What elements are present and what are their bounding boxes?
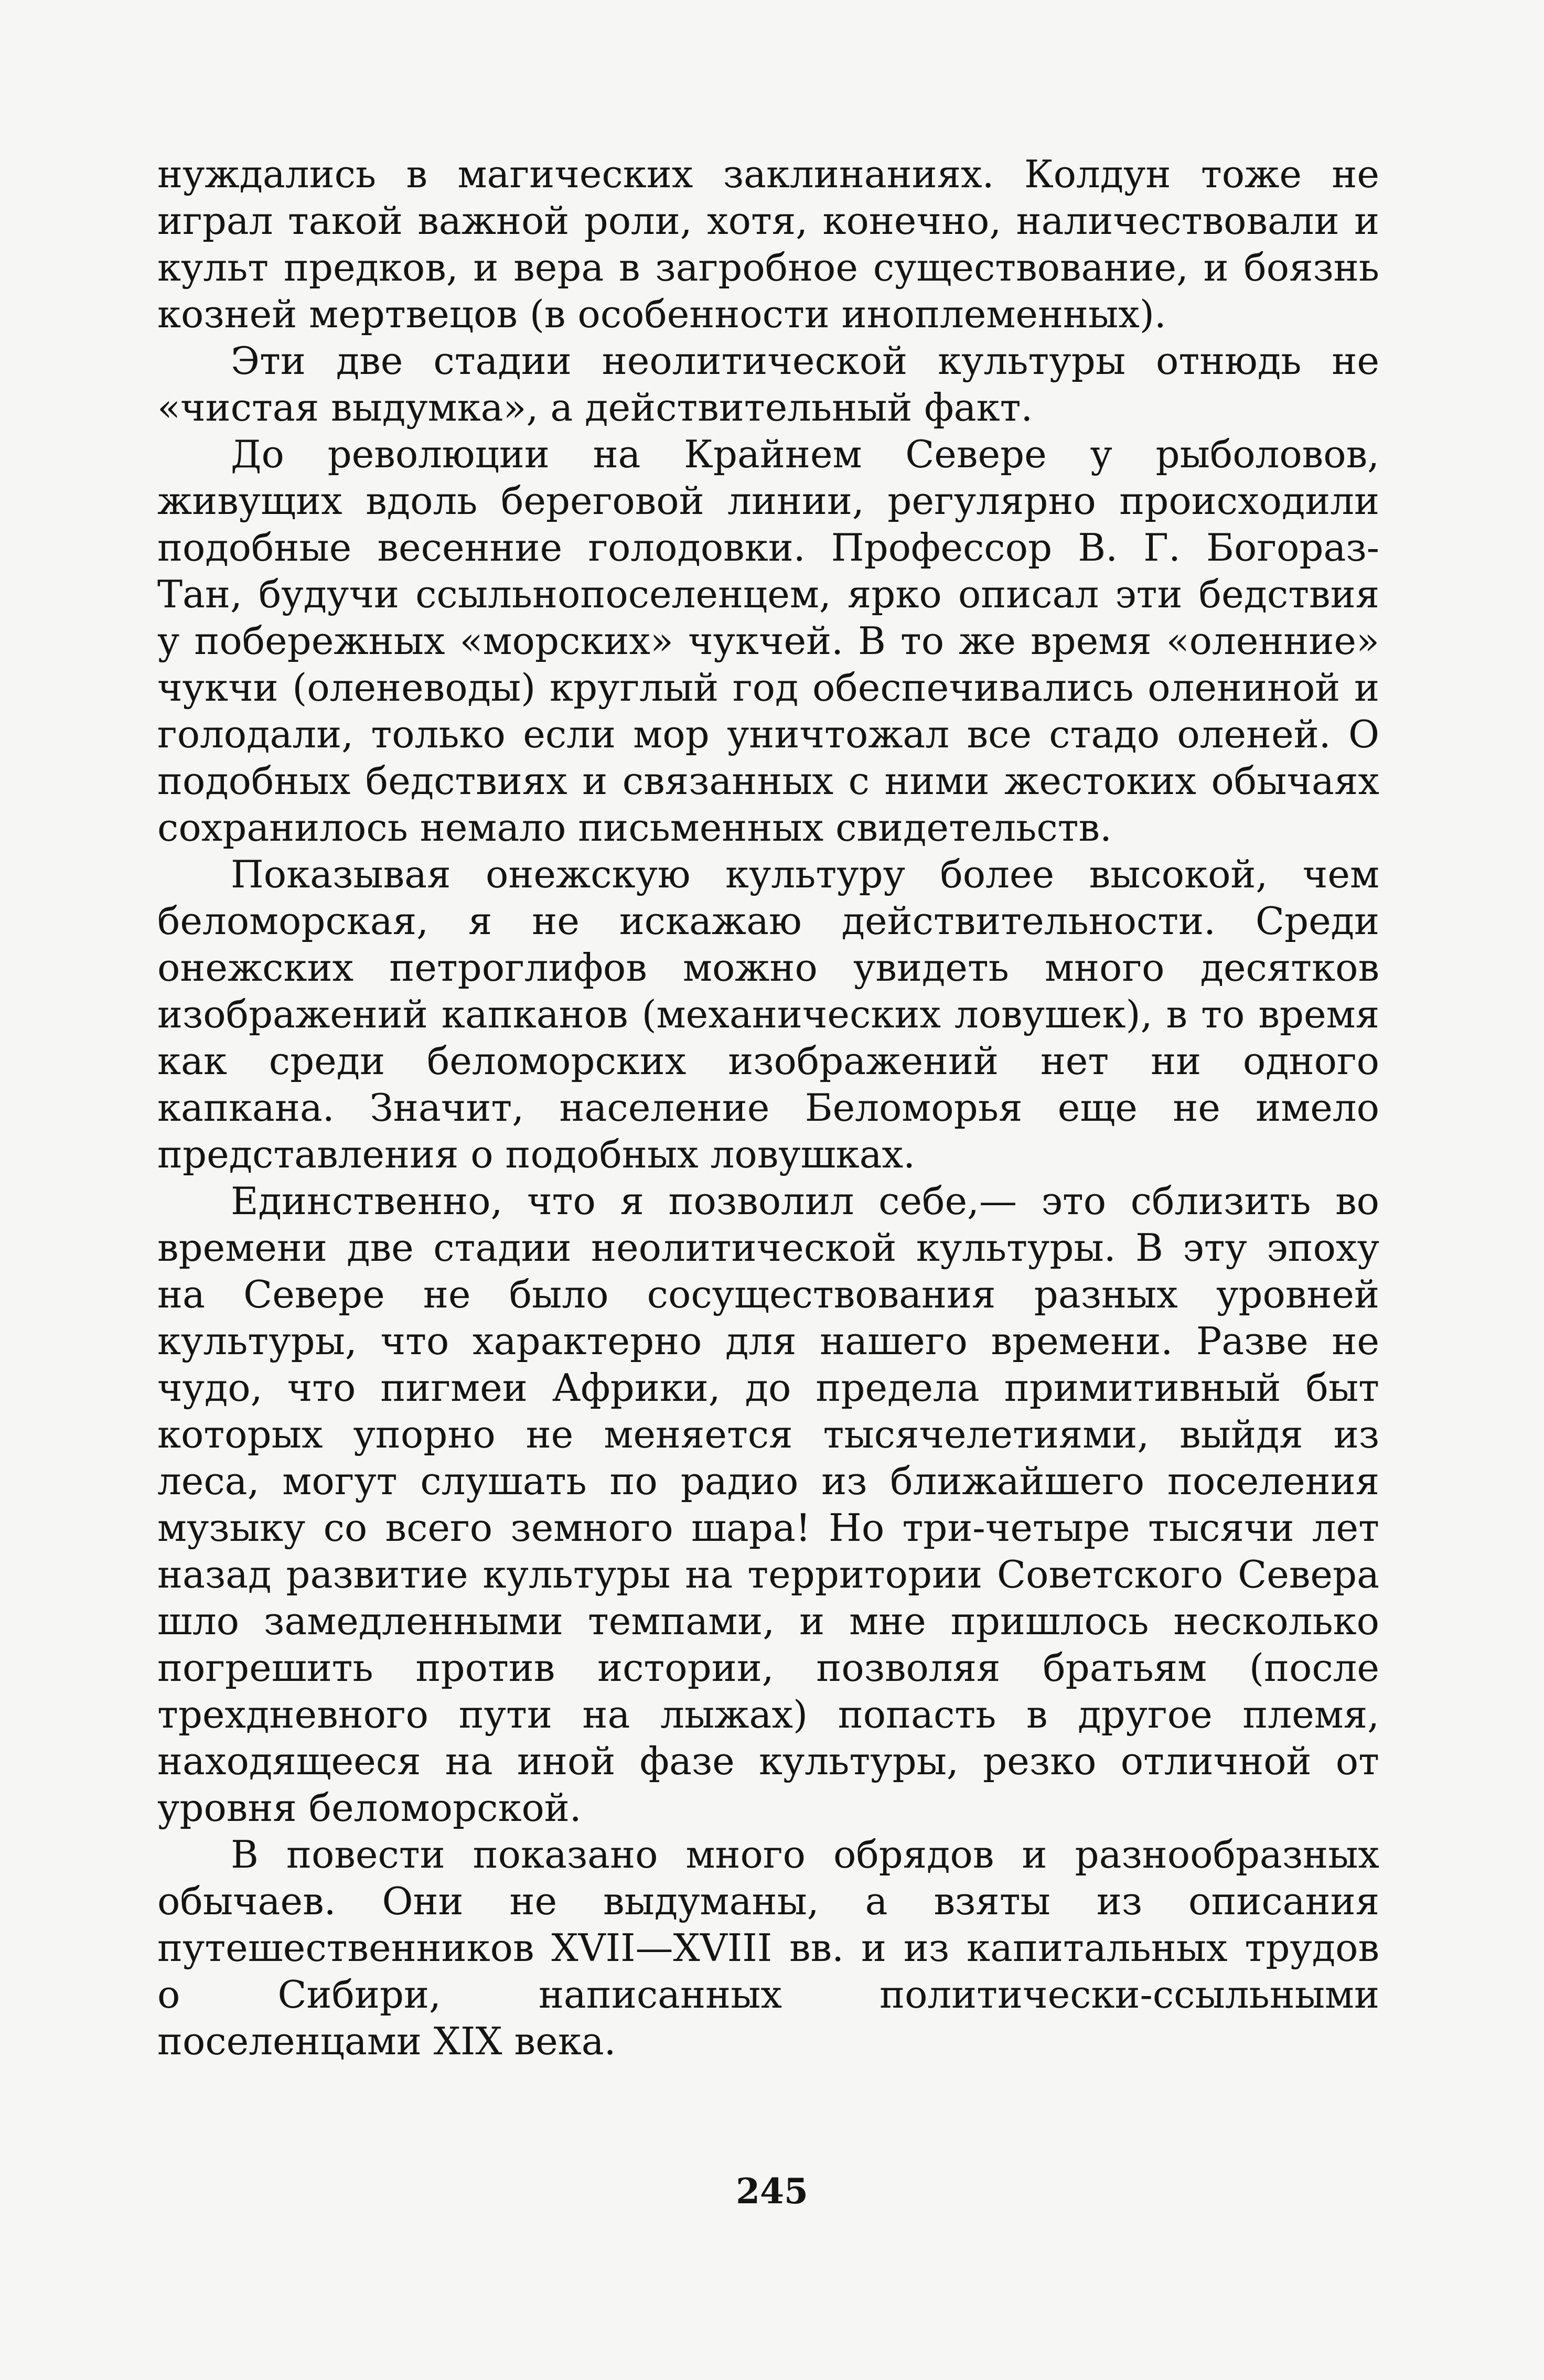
paragraph-revolution-north: До революции на Крайнем Севере у рыболовов, живущих вдоль береговой линии, регулярно происходили подобные весенние голодовки. Профессор В. Г. Богораз-Тан, будучи ссыльнопоселенцем, ярко описал эти бедствия у побережных «морских» чукчей. В то же время «оленние» чукчи (оленеводы) круглый год обеспечивались олениной и голодали, только если мор уничтожал все стадо оленей. О подобных бедствиях и связанных с ними жестоких обычаях сохранилось немало письменных свидетельств. xyxy=(157,432,1379,850)
paragraph-rituals: В повести показано много обрядов и разнообразных обычаев. Они не выдуманы, а взяты из описания путешественников XVII—XVIII вв. и из капитальных трудов о Сибири, написанных политически-ссыльными поселенцами XIX века. xyxy=(157,1832,1379,2063)
page-number: 245 xyxy=(736,2171,808,2212)
paragraph-two-stages: Эти две стадии неолитической культуры отнюдь не «чистая выдумка», а действительный факт. xyxy=(157,339,1379,430)
paragraph-continuation: нуждались в магических заклинаниях. Колдун тоже не играл такой важной роли, хотя, конечно, наличествовали и культ предков, и вера в загробное существование, и боязнь козней мертвецов (в особенности иноплеменных). xyxy=(157,152,1379,336)
paragraph-onega-culture: Показывая онежскую культуру более высокой, чем беломорская, я не искажаю действительности. Среди онежских петроглифов можно увидеть много десятков изображений капканов (механических ловушек), в то время как среди беломорских изображений нет ни одного капкана. Значит, население Беломорья еще не имело представления о подобных ловушках. xyxy=(157,852,1379,1176)
paragraph-time-convergence: Единственно, что я позволил себе,— это сблизить во времени две стадии неолитической культуры. В эту эпоху на Севере не было сосуществования разных уровней культуры, что характерно для нашего времени. Разве не чудо, что пигмеи Африки, до предела примитивный быт которых упорно не меняется тысячелетиями, выйдя из леса, могут слушать по радио из ближайшего поселения музыку со всего земного шара! Но три-четыре тысячи лет назад развитие культуры на территории Советского Севера шло замедленными темпами, и мне пришлось несколько погрешить против истории, позволяя братьям (после трехдневного пути на лыжах) попасть в другое племя, находящееся на иной фазе культуры, резко отличной от уровня беломорской. xyxy=(157,1179,1379,1830)
page-body xyxy=(157,151,1379,2065)
